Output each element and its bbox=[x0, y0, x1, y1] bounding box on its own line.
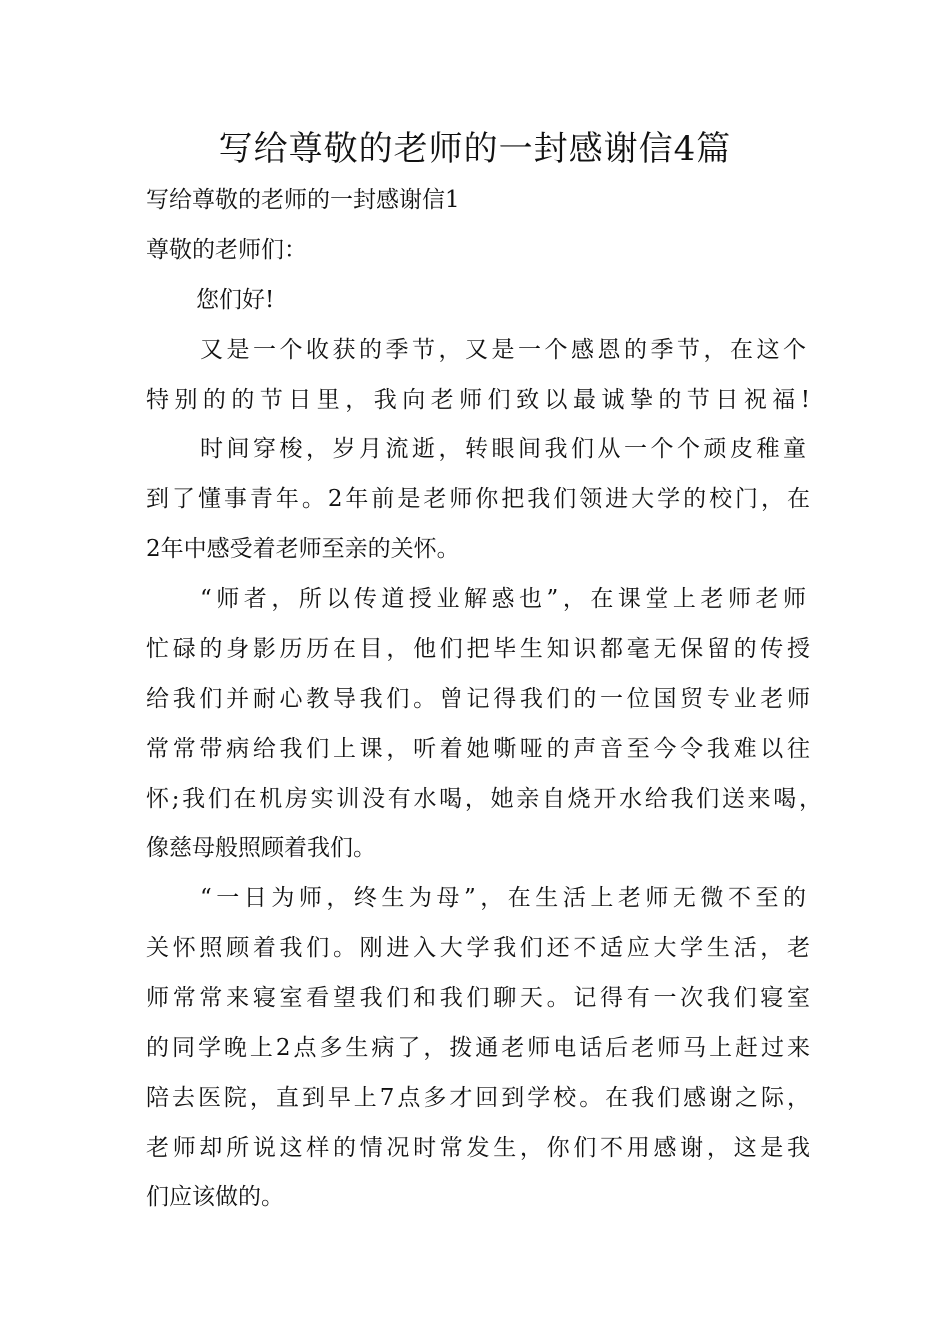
paragraph-line: “一日为师，终生为母”，在生活上老师无微不至的 bbox=[200, 885, 806, 911]
paragraph-line: 忙碌的身影历历在目，他们把毕生知识都毫无保留的传授 bbox=[146, 636, 810, 662]
salutation: 尊敬的老师们： bbox=[146, 237, 307, 263]
paragraph-line: “师者，所以传道授业解惑也”，在课堂上老师老师 bbox=[200, 586, 806, 612]
greeting: 您们好! bbox=[196, 287, 275, 313]
paragraph-line: 们应该做的。 bbox=[146, 1184, 284, 1210]
paragraph-line: 2年中感受着老师至亲的关怀。 bbox=[146, 536, 460, 562]
paragraph-line: 给我们并耐心教导我们。曾记得我们的一位国贸专业老师 bbox=[146, 686, 810, 712]
paragraph-line: 特别的的节日里，我向老师们致以最诚挚的节日祝福! bbox=[146, 387, 810, 413]
paragraph-line: 时间穿梭，岁月流逝，转眼间我们从一个个顽皮稚童 bbox=[200, 436, 806, 462]
paragraph-line: 师常常来寝室看望我们和我们聊天。记得有一次我们寝室 bbox=[146, 985, 810, 1011]
paragraph-line: 常常带病给我们上课，听着她嘶哑的声音至今令我难以往 bbox=[146, 736, 810, 762]
paragraph-line: 到了懂事青年。2年前是老师你把我们领进大学的校门，在 bbox=[146, 486, 810, 512]
paragraph-line: 的同学晚上2点多生病了，拨通老师电话后老师马上赶过来 bbox=[146, 1035, 810, 1061]
paragraph-line: 老师却所说这样的情况时常发生，你们不用感谢，这是我 bbox=[146, 1135, 810, 1161]
paragraph-line: 陪去医院，直到早上7点多才回到学校。在我们感谢之际， bbox=[146, 1085, 810, 1111]
paragraph-line: 关怀照顾着我们。刚进入大学我们还不适应大学生活，老 bbox=[146, 935, 810, 961]
paragraph-line: 又是一个收获的季节，又是一个感恩的季节，在这个 bbox=[200, 337, 806, 363]
document-title: 写给尊敬的老师的一封感谢信4篇 bbox=[218, 129, 732, 169]
paragraph-line: 怀;我们在机房实训没有水喝，她亲自烧开水给我们送来喝， bbox=[146, 786, 822, 812]
letter-subtitle: 写给尊敬的老师的一封感谢信1 bbox=[146, 187, 460, 213]
paragraph-line: 像慈母般照顾着我们。 bbox=[146, 835, 376, 861]
